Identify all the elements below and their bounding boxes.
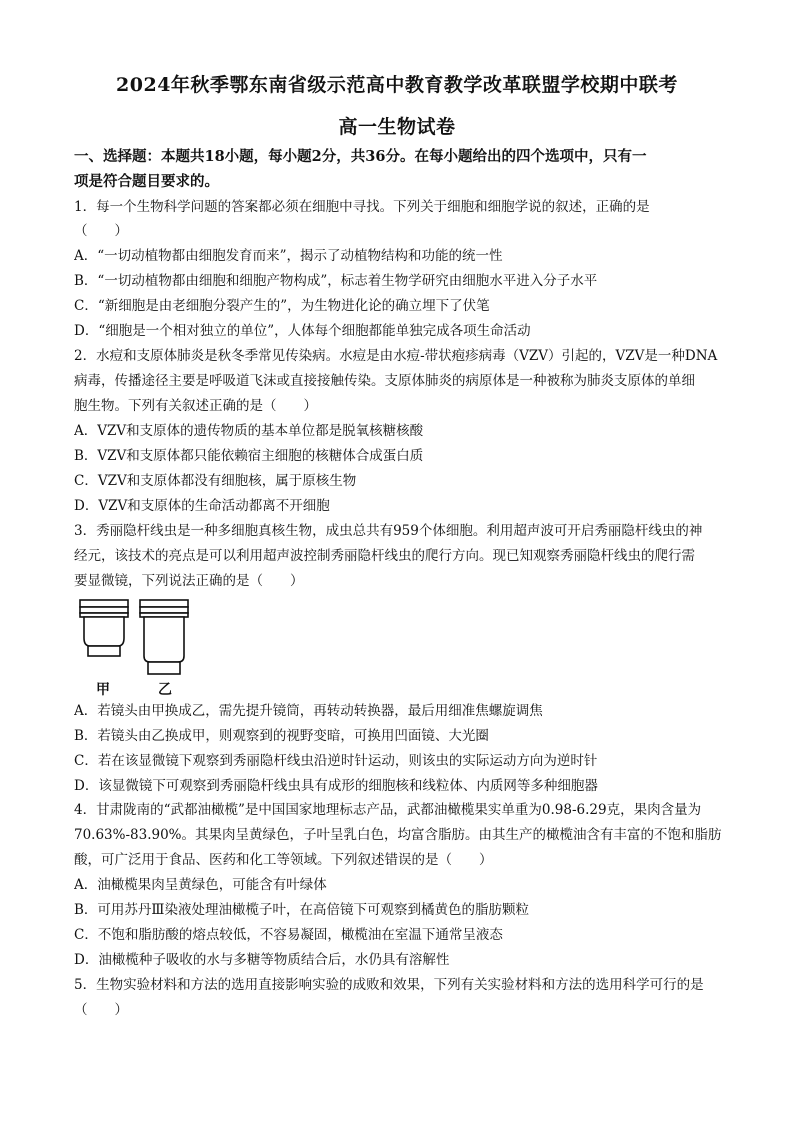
q4-option-a: A．油橄榄果肉呈黄绿色，可能含有叶绿体 xyxy=(74,877,327,893)
q2-stem-line2: 病毒，传播途径主要是呼吸道飞沫或直接接触传染。支原体肺炎的病原体是一种被称为肺炎支原体的单细 xyxy=(74,373,695,389)
q2-option-c: C．VZV和支原体都没有细胞核，属于原核生物 xyxy=(74,473,357,489)
objective-lens-figure xyxy=(74,598,204,698)
q3-option-a: A．若镜头由甲换成乙，需先提升镜筒，再转动转换器，最后用细准焦螺旋调焦 xyxy=(74,703,543,719)
q1-stem-line2: （ ） xyxy=(74,223,128,239)
q4-stem-line1: 4．甘肃陇南的“武都油橄榄”是中国国家地理标志产品，武都油橄榄果实单重为0.98-6.29克，果肉含量为 xyxy=(74,802,702,818)
q1-option-b: B．“一切动植物都由细胞和细胞产物构成”，标志着生物学研究由细胞水平进入分子水平 xyxy=(74,273,598,289)
q3-stem-line2: 经元，该技术的亮点是可以利用超声波控制秀丽隐杆线虫的爬行方向。现已知观察秀丽隐杆线虫的爬行需 xyxy=(74,548,695,564)
q4-option-b: B．可用苏丹Ⅲ染液处理油橄榄子叶，在高倍镜下可观察到橘黄色的脂肪颗粒 xyxy=(74,902,529,918)
objective-lenses-illustration xyxy=(74,598,204,678)
q1-option-a: A．“一切动植物都由细胞发育而来”，揭示了动植物结构和功能的统一性 xyxy=(74,248,503,264)
exam-subtitle: 高一生物试卷 xyxy=(338,116,456,138)
q2-option-d: D．VZV和支原体的生命活动都离不开细胞 xyxy=(74,498,330,514)
q4-option-d: D．油橄榄种子吸收的水与多糖等物质结合后，水仍具有溶解性 xyxy=(74,952,450,968)
section-heading-line1: 一、选择题：本题共18小题，每小题2分，共36分。在每小题给出的四个选项中，只有一 xyxy=(74,148,647,165)
q1-option-d: D．“细胞是一个相对独立的单位”，人体每个细胞都能单独完成各项生命活动 xyxy=(74,323,531,339)
exam-title: 2024年秋季鄂东南省级示范高中教育教学改革联盟学校期中联考 xyxy=(116,74,678,96)
q3-stem-line1: 3．秀丽隐杆线虫是一种多细胞真核生物，成虫总共有959个体细胞。利用超声波可开启秀丽隐杆线虫的神 xyxy=(74,523,703,539)
q5-stem-line2: （ ） xyxy=(74,1002,128,1018)
q5-stem-line1: 5．生物实验材料和方法的选用直接影响实验的成败和效果，下列有关实验材料和方法的选用科学可行的是 xyxy=(74,977,704,993)
q2-stem-line1: 2．水痘和支原体肺炎是秋冬季常见传染病。水痘是由水痘-带状疱疹病毒（VZV）引起的，VZV是一种DNA xyxy=(74,348,718,364)
q3-option-b: B．若镜头由乙换成甲，则观察到的视野变暗，可换用凹面镜、大光圈 xyxy=(74,728,489,744)
section-heading-line2: 项是符合题目要求的。 xyxy=(74,173,219,190)
q3-stem-line3: 要显微镜，下列说法正确的是（ ） xyxy=(74,573,304,589)
q4-option-c: C．不饱和脂肪酸的熔点较低，不容易凝固，橄榄油在室温下通常呈液态 xyxy=(74,927,503,943)
lens-jia-label: 甲 xyxy=(96,682,110,698)
q2-option-b: B．VZV和支原体都只能依赖宿主细胞的核糖体合成蛋白质 xyxy=(74,448,424,464)
lens-yi-icon xyxy=(140,600,188,674)
q1-stem-line1: 1．每一个生物科学问题的答案都必须在细胞中寻找。下列关于细胞和细胞学说的叙述，正确的是 xyxy=(74,199,650,215)
q4-stem-line3: 酸，可广泛用于食品、医药和化工等领域。下列叙述错误的是（ ） xyxy=(74,852,493,868)
lens-jia-icon xyxy=(80,600,128,656)
lens-yi-label: 乙 xyxy=(158,682,172,698)
q3-option-d: D．该显微镜下可观察到秀丽隐杆线虫具有成形的细胞核和线粒体、内质网等多种细胞器 xyxy=(74,778,598,794)
q2-option-a: A．VZV和支原体的遗传物质的基本单位都是脱氧核糖核酸 xyxy=(74,423,424,439)
q4-stem-line2: 70.63%-83.90%。其果肉呈黄绿色，子叶呈乳白色，均富含脂肪。由其生产的橄榄油含有丰富的不饱和脂肪 xyxy=(74,827,722,843)
q2-stem-line3: 胞生物。下列有关叙述正确的是（ ） xyxy=(74,398,317,414)
q3-option-c: C．若在该显微镜下观察到秀丽隐杆线虫沿逆时针运动，则该虫的实际运动方向为逆时针 xyxy=(74,753,598,769)
q1-option-c: C．“新细胞是由老细胞分裂产生的”，为生物进化论的确立埋下了伏笔 xyxy=(74,298,490,314)
